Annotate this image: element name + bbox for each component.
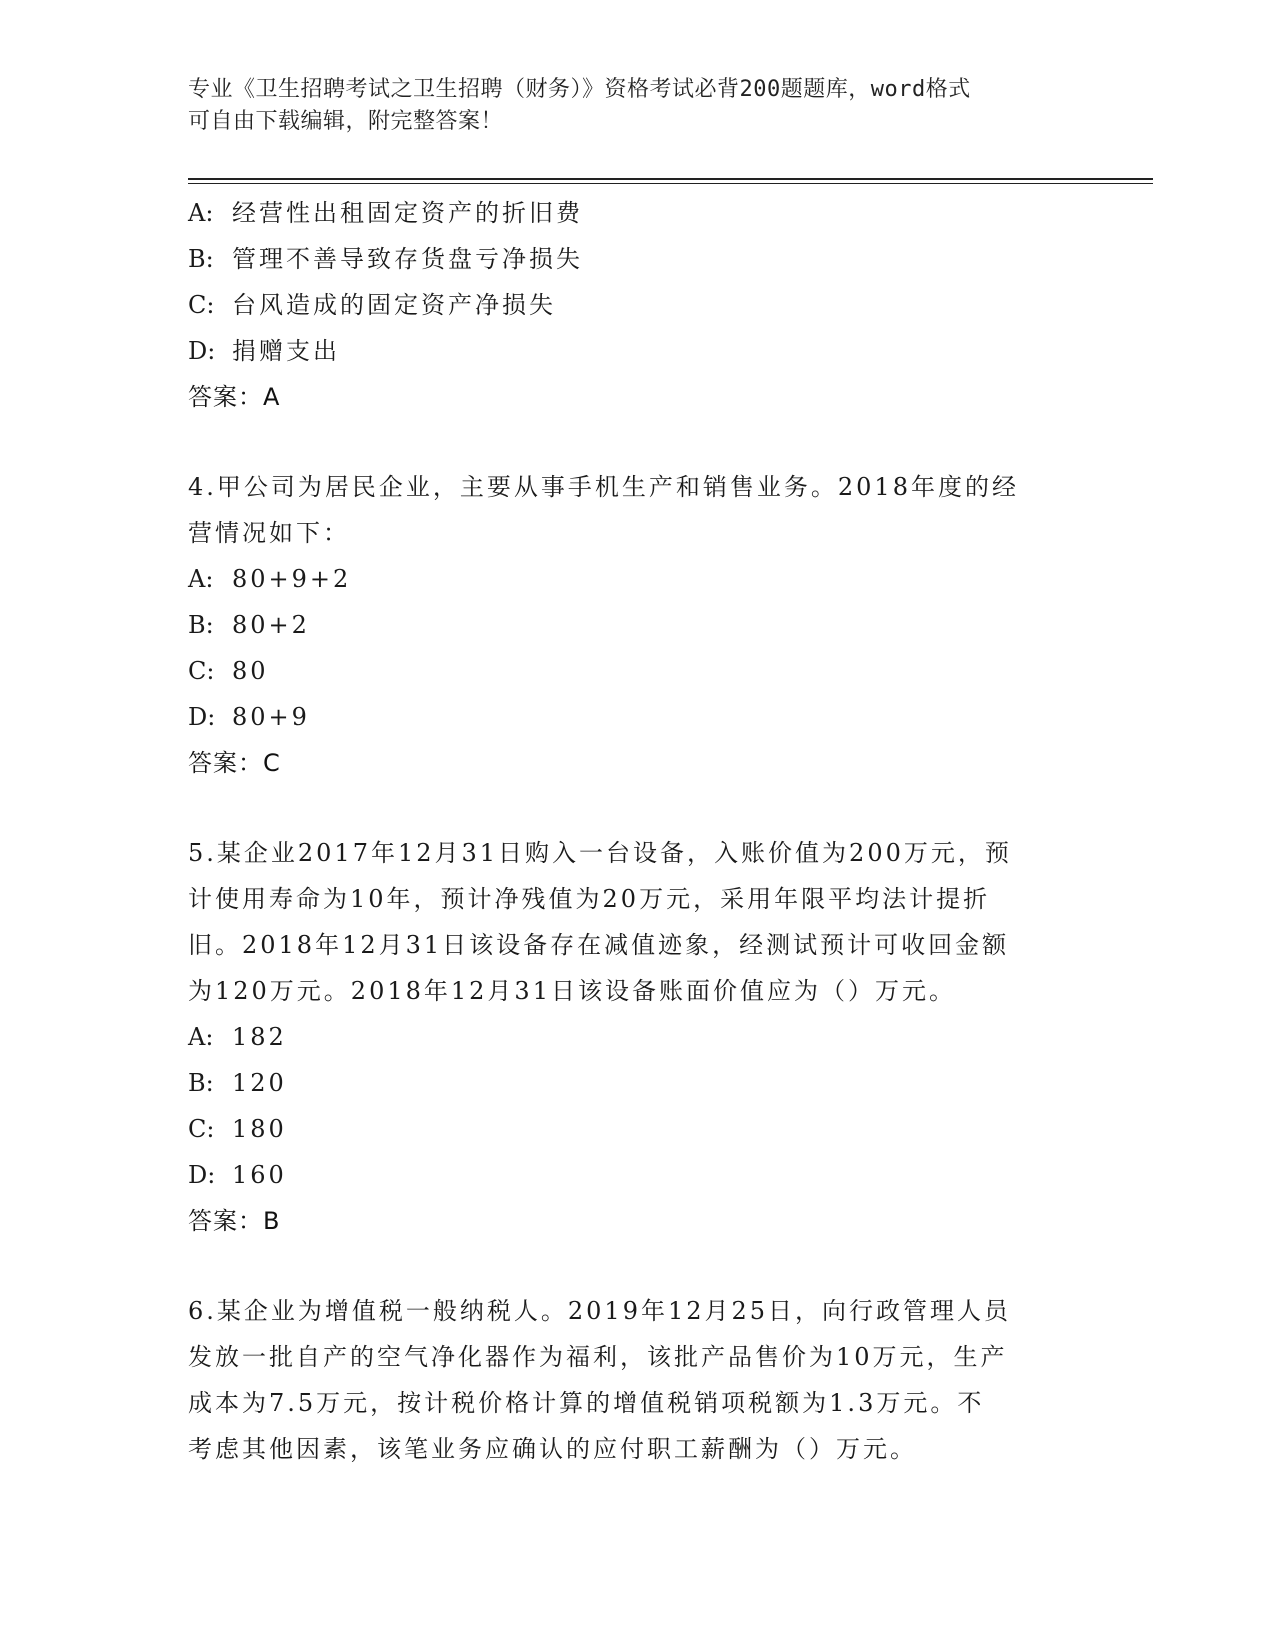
question-text-line: 为120万元。2018年12月31日该设备账面价值应为（）万元。	[188, 977, 956, 1005]
option-b: B: 管理不善导致存货盘亏净损失	[188, 245, 583, 273]
spacer	[188, 1244, 1078, 1288]
question-text-line: 发放一批自产的空气净化器作为福利，该批产品售价为10万元，生产	[188, 1343, 1008, 1371]
option-a: A: 80+9+2	[188, 565, 352, 593]
question-text-line: 5.某企业2017年12月31日购入一台设备，入账价值为200万元，预	[188, 839, 1012, 867]
answer-label: 答案：A	[188, 383, 281, 411]
answer-label: 答案：B	[188, 1207, 281, 1235]
question-4-block	[188, 464, 1078, 786]
question-6-block	[188, 1288, 1078, 1472]
option-a: A: 182	[188, 1023, 287, 1051]
answer-label: 答案：C	[188, 749, 281, 777]
option-c: C: 180	[188, 1115, 287, 1143]
question-5-block	[188, 830, 1078, 1244]
question-text-line: 成本为7.5万元，按计税价格计算的增值税销项税额为1.3万元。不	[188, 1389, 985, 1417]
option-b: B: 80+2	[188, 611, 310, 639]
spacer	[188, 786, 1078, 830]
question-text-line: 旧。2018年12月31日该设备存在减值迹象，经测试预计可收回金额	[188, 931, 1010, 959]
option-b: B: 120	[188, 1069, 287, 1097]
option-c: C: 台风造成的固定资产净损失	[188, 291, 556, 319]
header-line-1: 专业《卫生招聘考试之卫生招聘（财务）》资格考试必背200题题库，word格式	[188, 77, 971, 102]
header-rule-thick	[188, 178, 1153, 180]
option-c: C: 80	[188, 657, 269, 685]
question-text-line: 4.甲公司为居民企业，主要从事手机生产和销售业务。2018年度的经	[188, 473, 1019, 501]
option-d: D: 80+9	[188, 703, 310, 731]
question-text-line: 营情况如下：	[188, 519, 350, 547]
question-text-line: 计使用寿命为10年，预计净残值为20万元，采用年限平均法计提折	[188, 885, 991, 913]
document-body	[188, 190, 1078, 1472]
header-rule-thin	[188, 183, 1153, 184]
document-header	[188, 74, 1068, 138]
spacer	[188, 420, 1078, 464]
question-text-line: 考虑其他因素，该笔业务应确认的应付职工薪酬为（）万元。	[188, 1435, 917, 1463]
question-text-line: 6.某企业为增值税一般纳税人。2019年12月25日，向行政管理人员	[188, 1297, 1012, 1325]
option-a: A: 经营性出租固定资产的折旧费	[188, 199, 583, 227]
option-d: D: 160	[188, 1161, 287, 1189]
question-3-block	[188, 190, 1078, 420]
header-line-2: 可自由下载编辑，附完整答案！	[188, 109, 504, 134]
option-d: D: 捐赠支出	[188, 337, 340, 365]
